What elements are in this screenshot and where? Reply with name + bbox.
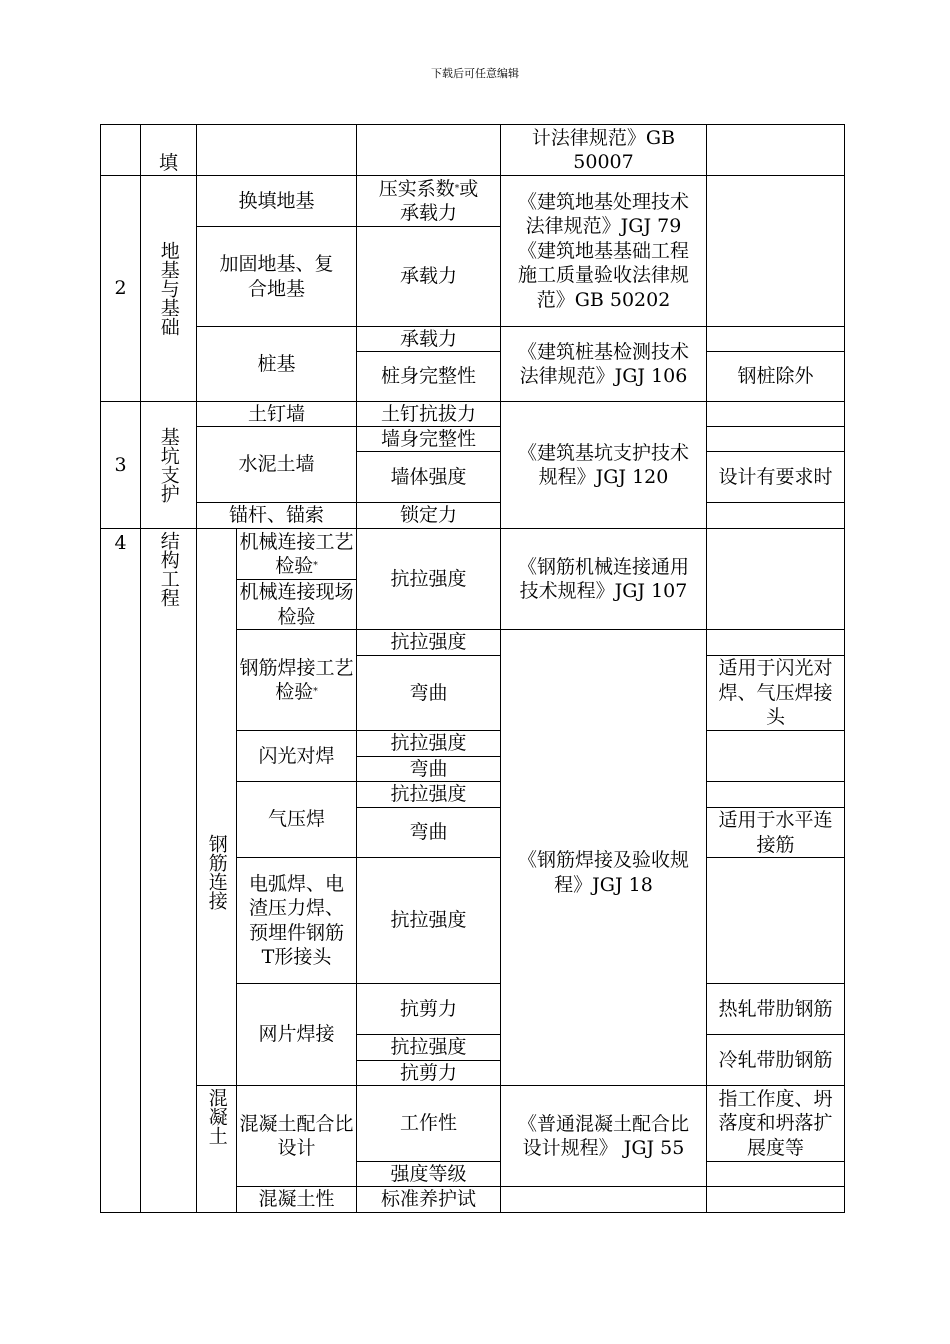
row4-weld1-note: 适用于闪光对焊、气压焊接头 [706, 655, 845, 731]
row4-gas-pressure-weld: 气压焊 [236, 781, 357, 858]
row2-item-replacement-foundation: 换填地基 [196, 175, 357, 227]
row1-item-cell [196, 124, 357, 176]
row4-weld1-bend: 弯曲 [356, 655, 501, 731]
row4-mech-param: 抗拉强度 [356, 528, 501, 630]
row4-mesh-shear-1: 抗剪力 [356, 983, 501, 1035]
row2-standard-pile: 《建筑桩基检测技术法律规范》JGJ 106 [500, 326, 707, 402]
row2-param-pile-integrity: 桩身完整性 [356, 351, 501, 402]
row4-sub-concrete: 混凝土 [196, 1085, 237, 1213]
row3-note-blank-2 [706, 426, 845, 452]
row4-mix-standard: 《普通混凝土配合比设计规程》 JGJ 55 [500, 1085, 707, 1187]
row4-category: 结构工程 [140, 528, 197, 1213]
row3-param-wall-integrity: 墙身完整性 [356, 426, 501, 452]
row4-mix-design: 混凝土配合比设计 [236, 1085, 357, 1187]
row4-weld-standard: 《钢筋焊接及验收规程》JGJ 18 [500, 629, 707, 1086]
row4-flash-butt: 闪光对焊 [236, 730, 357, 782]
row2-param-compaction: 压实系数*或承载力 [356, 175, 501, 227]
row4-no: 4 [100, 528, 141, 1213]
row4-mech-field-test: 机械连接现场检验 [236, 579, 357, 630]
row4-flash-note [706, 730, 845, 782]
row1-note-cell [706, 124, 845, 176]
row4-mesh-shear-2: 抗剪力 [356, 1060, 501, 1086]
row4-mech-standard: 《钢筋机械连接通用技术规程》JGJ 107 [500, 528, 707, 630]
row3-param-wall-strength: 墙体强度 [356, 451, 501, 503]
row4-arc-weld: 电弧焊、电渣压力焊、预埋件钢筋T形接头 [236, 857, 357, 984]
row4-gas-bend: 弯曲 [356, 807, 501, 858]
row3-item-soil-nail: 土钉墙 [196, 401, 357, 427]
row4-weld-process-test: 钢筋焊接工艺检验* [236, 629, 357, 731]
row2-note-cell [706, 175, 845, 327]
row1-category: 填 [140, 124, 197, 176]
row1-standard: 计法律规范》GB 50007 [500, 124, 707, 176]
row4-weld1-note-blank [706, 629, 845, 656]
row2-item-reinforced-foundation: 加固地基、复合地基 [196, 226, 357, 327]
row2-note-steel-pile: 钢桩除外 [706, 351, 845, 402]
row3-item-cement-wall: 水泥土墙 [196, 426, 357, 503]
row4-mix-workability: 工作性 [356, 1085, 501, 1162]
row4-mesh-weld: 网片焊接 [236, 983, 357, 1086]
row4-arc-tensile: 抗拉强度 [356, 857, 501, 984]
row4-gas-note-blank [706, 781, 845, 808]
row2-no: 2 [100, 175, 141, 402]
row4-mesh-note-hot-rolled: 热轧带肋钢筋 [706, 983, 845, 1035]
row1-no-cell [100, 124, 141, 176]
row4-concrete-curing-test: 标准养护试 [356, 1186, 501, 1213]
row4-weld1-tensile: 抗拉强度 [356, 629, 501, 656]
row4-mesh-tensile: 抗拉强度 [356, 1034, 501, 1061]
row4-mech-note [706, 528, 845, 630]
row4-sub-rebar-connection: 钢筋连接 [196, 528, 237, 1086]
row4-mix-note-blank [706, 1161, 845, 1187]
row4-mix-strength-grade: 强度等级 [356, 1161, 501, 1187]
row2-note-blank [706, 326, 845, 352]
row3-category: 基坑支护 [140, 401, 197, 529]
row4-concrete-standard-blank [500, 1186, 707, 1213]
row2-category: 地基与基础 [140, 175, 197, 402]
row4-concrete-note-blank [706, 1186, 845, 1213]
row4-gas-note: 适用于水平连接筋 [706, 807, 845, 858]
row4-mix-note: 指工作度、坍落度和坍落扩展度等 [706, 1085, 845, 1162]
row3-item-anchor: 锚杆、锚索 [196, 502, 357, 529]
row2-param-bearing: 承载力 [356, 226, 501, 327]
row3-standard: 《建筑基坑支护技术规程》JGJ 120 [500, 401, 707, 529]
row2-item-pile: 桩基 [196, 326, 357, 402]
row3-param-lock-force: 锁定力 [356, 502, 501, 529]
row3-note-design: 设计有要求时 [706, 451, 845, 503]
row4-flash-tensile: 抗拉强度 [356, 730, 501, 757]
row3-note-blank-3 [706, 502, 845, 529]
row3-param-pullout: 土钉抗拔力 [356, 401, 501, 427]
row4-mech-process-test: 机械连接工艺检验* [236, 528, 357, 580]
row3-no: 3 [100, 401, 141, 529]
row2-param-pile-bearing: 承载力 [356, 326, 501, 352]
row4-gas-tensile: 抗拉强度 [356, 781, 501, 808]
row4-mesh-note-cold-rolled: 冷轧带肋钢筋 [706, 1034, 845, 1086]
row3-note-blank-1 [706, 401, 845, 427]
row4-flash-bend: 弯曲 [356, 756, 501, 782]
row2-standard-foundation: 《建筑地基处理技术法律规范》JGJ 79《建筑地基基础工程施工质量验收法律规范》GB 50202 [500, 175, 707, 327]
row4-arc-note [706, 857, 845, 984]
row1-param-cell [356, 124, 501, 176]
row4-concrete-property: 混凝土性 [236, 1186, 357, 1213]
page-header: 下载后可任意编辑 [431, 67, 519, 80]
